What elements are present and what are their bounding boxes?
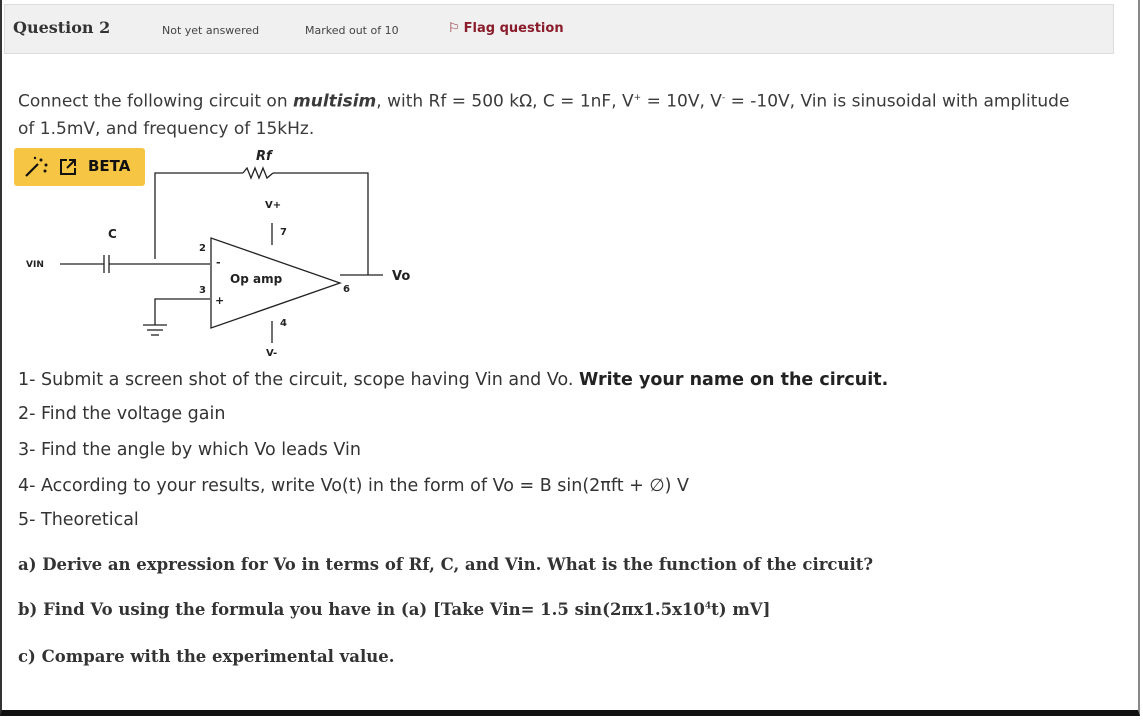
beta-button[interactable] [14, 148, 145, 186]
question-marks: Marked out of 10 [305, 24, 399, 37]
pin-2: 2 [199, 243, 206, 254]
flag-icon: ⚐ [448, 21, 460, 36]
vplus-label: V+ [265, 200, 282, 211]
external-link-icon [58, 157, 78, 177]
step-4: 4- According to your results, write Vo(t) in the form of Vo = B sin(2πft + ∅) V [18, 476, 689, 496]
question-info-bar [4, 4, 1114, 54]
vo-label: Vo [392, 269, 411, 284]
opamp-label: Op amp [230, 272, 283, 286]
pin-6: 6 [343, 284, 350, 295]
pin-7: 7 [280, 227, 287, 238]
capacitor-label: C [108, 227, 117, 241]
question-text: Connect the following circuit on multisim, with Rf = 500 kΩ, C = 1nF, V+ = 10V, V- = -10V, Vin is sinusoidal with amplitude of 1.5mV, and frequency of 15kHz. [18, 91, 1070, 139]
flag-question-link[interactable] [448, 21, 564, 36]
part-c: c) Compare with the experimental value. [18, 647, 395, 666]
magic-wand-icon [24, 156, 50, 178]
inverting-sign: - [216, 256, 221, 269]
step-2: 2- Find the voltage gain [18, 404, 226, 424]
step-5: 5- Theoretical [18, 510, 139, 530]
flag-question-label: Flag question [463, 21, 564, 36]
rf-resistor [243, 168, 273, 178]
part-a: a) Derive an expression for Vo in terms of Rf, C, and Vin. What is the function of the circuit? [18, 555, 874, 574]
part-b: b) Find Vo using the formula you have in (a) [Take Vin= 1.5 $\sin(2\pi x1.5x10^4t)$ mV] [18, 600, 771, 619]
software-name: multisim [293, 91, 377, 112]
rf-label: Rf [256, 149, 272, 164]
pin-3: 3 [199, 285, 206, 296]
pin-4: 4 [280, 318, 287, 329]
noninverting-sign: + [215, 294, 225, 307]
question-status: Not yet answered [162, 24, 260, 37]
beta-label: BETA [88, 157, 131, 175]
step-3: 3- Find the angle by which Vo leads Vin [18, 440, 361, 460]
vin-label: VIN [26, 260, 44, 270]
question-number: Question 2 [13, 18, 111, 37]
step-1: 1- Submit a screen shot of the circuit, scope having Vin and Vo. Write your name on the circuit. [18, 370, 889, 390]
vminus-label: V- [266, 348, 278, 359]
